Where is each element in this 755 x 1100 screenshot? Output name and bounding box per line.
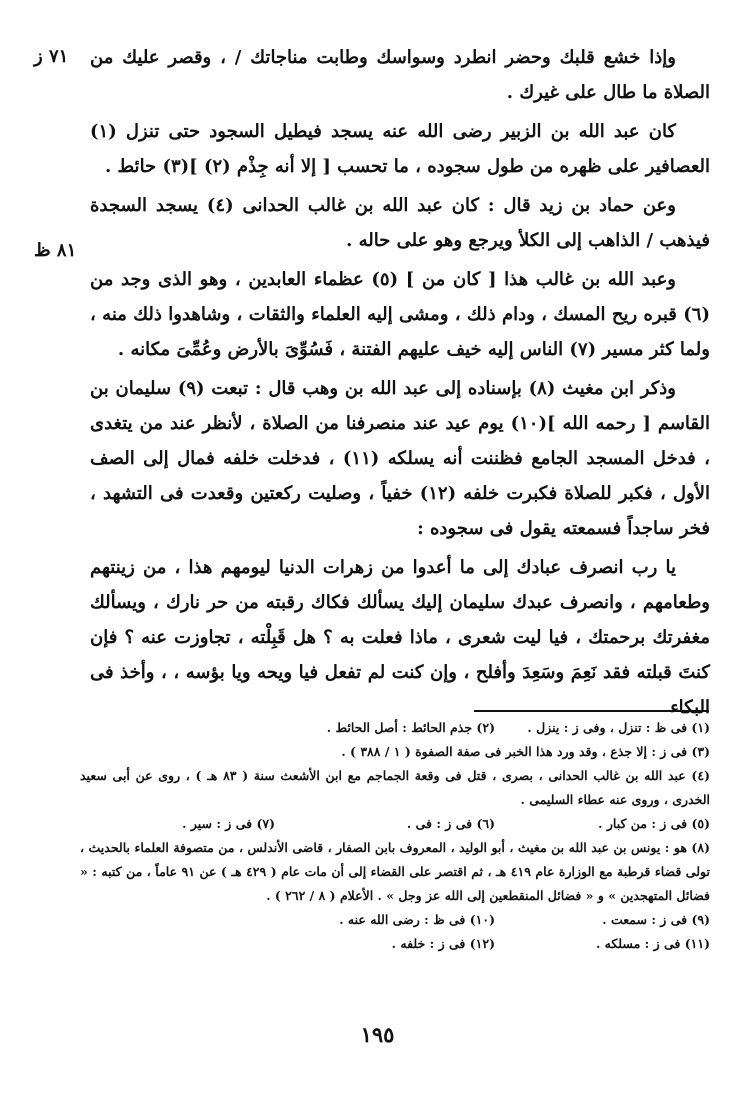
- footnote: (١١) فى ز : مسلكه .: [595, 936, 710, 951]
- paragraph: وعبد الله بن غالب هذا [ كان من ] (٥) عظماء العابدين ، وهو الذى وجد من (٦) قبره ريح المسك ، ودام ذلك ، ومشى إليه العلماء والثقات ، وشاهدوا ذلك منه ، ولما كثر مسير (٧) الناس إليه خيف عليهم الفتنة ، فَسُوِّىَ بالأرض وعُمِّىَ مكانه .: [90, 269, 710, 360]
- main-text: [90, 40, 710, 729]
- footnotes: [80, 716, 710, 956]
- footnote: (٨) هو : يونس بن عبد الله بن مغيث ، أبو الوليد ، المعروف بابن الصفار ، قاضى الأندلس ، من متصوفة العلماء بالحديث ، تولى قضاء قرطبة مع الوزارة عام ٤١٩ هـ ، ثم اقتصر على القضاء إلى أن مات عام ( ٤٢٩ هـ ) عن ٩١ عاماً ، من كتبه : « فضائل المتهجدين » و « فضائل المنقطعين إلى الله عز وجل » . الأعلام ( ٨ / ٢٦٢ ) .: [80, 840, 710, 903]
- margin-note-zh81: ٨١ ظ: [34, 240, 77, 261]
- footnote-separator: [474, 710, 709, 712]
- page-number: ١٩٥: [360, 1022, 395, 1047]
- footnote-row: [80, 932, 710, 956]
- paragraph: كان عبد الله بن الزبير رضى الله عنه يسجد فيطيل السجود حتى تنزل (١) العصافير على ظهره من طول سجوده ، ما تحسب [ إلا أنه جِذْم (٢) ](٣) حائط .: [90, 121, 710, 177]
- footnote: (٩) فى ز : سمعت .: [602, 912, 710, 927]
- margin-note-z71: ٧١ ز: [34, 46, 69, 67]
- paragraph: وإذا خشع قلبك وحضر انطرد وسواسك وطابت مناجاتك / ، وقصر عليك من الصلاة ما طال على غيرك .: [90, 47, 710, 103]
- footnote: (٢) جذم الحائط : أصل الحائط .: [326, 720, 495, 735]
- footnote: (٧) فى ز : سير .: [182, 816, 275, 831]
- footnote: (٥) فى ز : من كبار .: [598, 816, 710, 831]
- footnote: (١٢) فى ز : خلفه .: [391, 936, 495, 951]
- paragraph: وذكر ابن مغيث (٨) بإسناده إلى عبد الله بن وهب قال : تبعت (٩) سليمان بن القاسم [ رحمه الله ](١٠) يوم عيد عند منصرفنا من الصلاة ، لأنظر عند من يتغدى ، فدخل المسجد الجامع فظننت أنه يسلكه (١١) ، فدخلت خلفه فمال إلى الصف الأول ، فكبر للصلاة فكبرت خلفه (١٢) خفياً ، وصليت ركعتين وقعدت فى التشهد ، فخر ساجداً فسمعته يقول فى سجوده :: [90, 378, 711, 539]
- footnote: (٤) عبد الله بن غالب الحدانى ، بصرى ، قتل فى وقعة الجماجم مع ابن الأشعث سنة ( ٨٣ هـ ) ، روى عن أبى سعيد الخدرى ، وروى عنه عطاء السليمى .: [80, 768, 710, 807]
- footnote-row: [80, 812, 710, 836]
- footnote: (٦) فى ز : فى .: [406, 816, 495, 831]
- footnote: (١) فى ظ : تنزل ، وفى ز : ينزل .: [527, 720, 710, 735]
- paragraph: يا رب انصرف عبادك إلى ما أعدوا من زهرات الدنيا ليومهم هذا ، من زينتهم وطعامهم ، وانصرف عبدك سليمان إليك يسألك فكاك رقبته من حر نارك ، ويسألك مغفرتك برحمتك ، فيا ليت شعرى ، ماذا فعلت به ؟ هل قَبِلْته ، تجاوزت عنه ؟ فإن كنتَ قبلته فقد نَعِمَ وسَعِدَ وأفلح ، وإن كنت لم تفعل فيا ويحه ويا بؤسه ، ، وأخذ فى البكاء: [90, 557, 711, 718]
- footnote-row: [80, 908, 710, 932]
- footnote: (٣) فى ز : إلا جذع ، وقد ورد هذا الخبر فى صفة الصفوة ( ١ / ٣٨٨ ) .: [341, 744, 710, 759]
- footnote: (١٠) فى ظ : رضى الله عنه .: [339, 912, 495, 927]
- footnote-row: [80, 716, 710, 740]
- paragraph: وعن حماد بن زيد قال : كان عبد الله بن غالب الحدانى (٤) يسجد السجدة فيذهب / الذاهب إلى الكلأ ويرجع وهو على حاله .: [90, 195, 710, 251]
